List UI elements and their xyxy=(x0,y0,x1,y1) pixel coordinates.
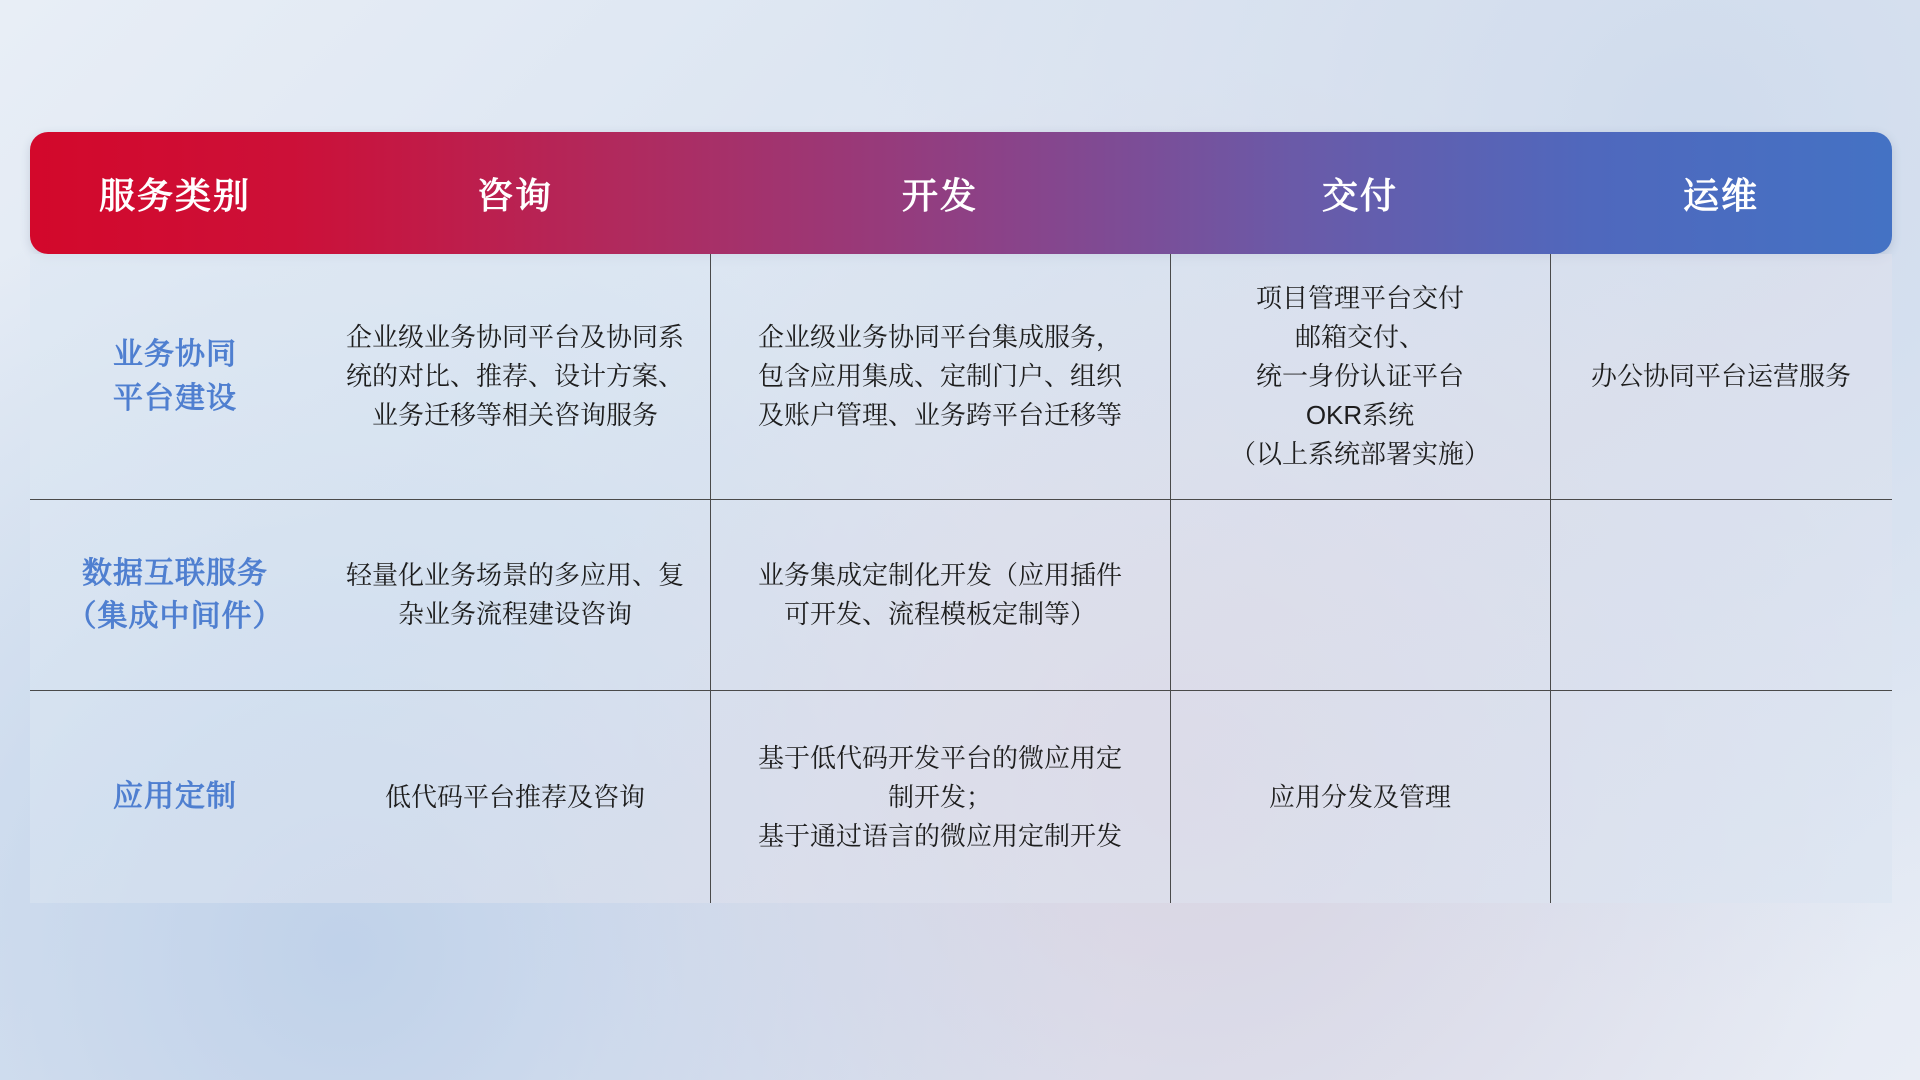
table-row xyxy=(30,254,1892,500)
table-body xyxy=(30,254,1892,903)
cell-consulting: 轻量化业务场景的多应用、复 杂业务流程建设咨询 xyxy=(345,560,684,629)
cell-consulting: 企业级业务协同平台及协同系 统的对比、推荐、设计方案、 业务迁移等相关咨询服务 xyxy=(345,322,684,430)
cell-consulting: 低代码平台推荐及咨询 xyxy=(384,781,645,812)
row-category-label: 数据互联服务 （集成中间件） xyxy=(66,556,284,633)
cell-delivery: 项目管理平台交付 邮箱交付、 统一身份认证平台 OKR系统 （以上系统部署实施） xyxy=(1170,254,1550,499)
cell-delivery: 应用分发及管理 xyxy=(1170,691,1550,903)
table-row xyxy=(30,500,1892,691)
header-cell-consulting: 咨询 xyxy=(476,174,553,216)
header-cell-operations: 运维 xyxy=(1682,174,1759,216)
cell-development: 基于低代码开发平台的微应用定 制开发； 基于通过语言的微应用定制开发 xyxy=(710,691,1170,903)
cell-delivery xyxy=(1170,500,1550,690)
cell-operations: 办公协同平台运营服务 xyxy=(1550,254,1892,499)
row-category-label: 业务协同 平台建设 xyxy=(113,338,237,415)
header-cell-category: 服务类别 xyxy=(98,174,251,216)
header-cell-development: 开发 xyxy=(901,174,978,216)
header-cell-delivery: 交付 xyxy=(1321,174,1398,216)
row-category-label: 应用定制 xyxy=(113,780,237,814)
cell-development: 企业级业务协同平台集成服务， 包含应用集成、定制门户、组织 及账户管理、业务跨平台迁移等 xyxy=(710,254,1170,499)
service-matrix-table xyxy=(30,132,1892,903)
cell-development: 业务集成定制化开发（应用插件 可开发、流程模板定制等） xyxy=(710,500,1170,690)
table-row xyxy=(30,691,1892,903)
cell-operations xyxy=(1550,691,1892,903)
table-header-row xyxy=(30,132,1892,254)
cell-operations xyxy=(1550,500,1892,690)
